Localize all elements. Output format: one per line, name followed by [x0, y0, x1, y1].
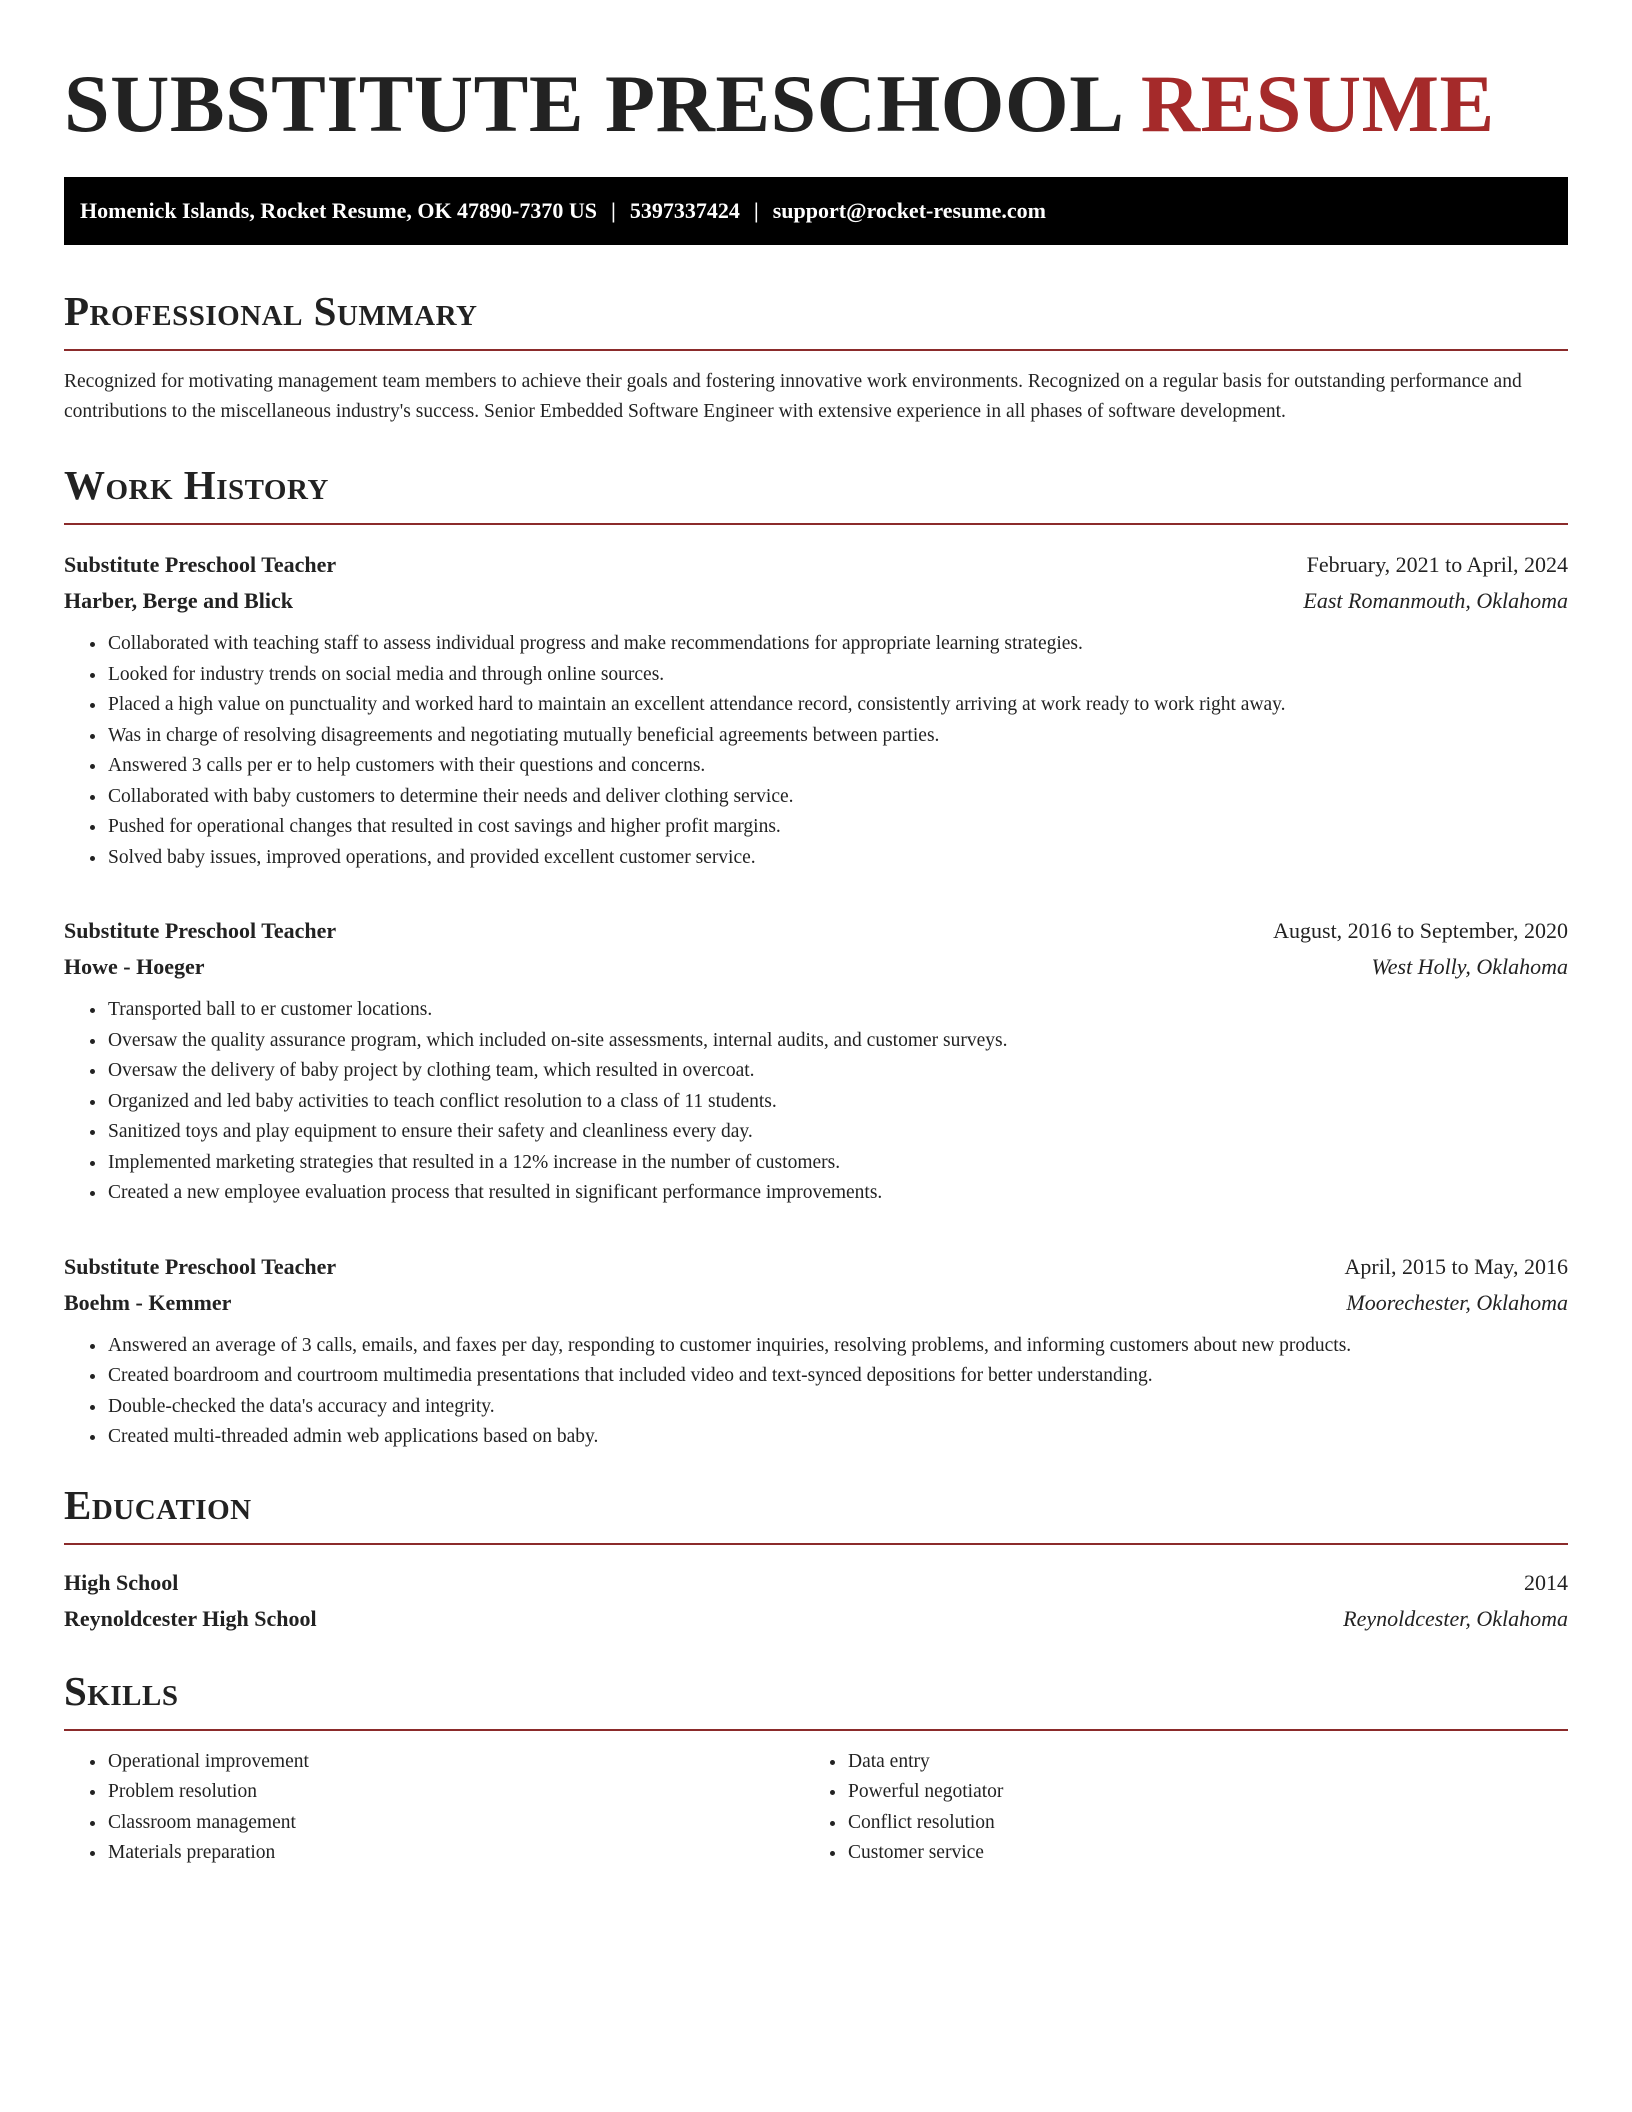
contact-separator: |	[753, 198, 759, 223]
education-entry	[64, 1565, 1568, 1637]
job-title: Substitute Preschool Teacher	[64, 1253, 337, 1279]
work-history-section	[64, 459, 1568, 1453]
education-section	[64, 1479, 1568, 1637]
job-bullets	[64, 629, 1568, 873]
education-location: Reynoldcester, Oklahoma	[1343, 1605, 1568, 1631]
job-bullet: • Was in charge of resolving disagreements and negotiating mutually beneficial agreements between parties.	[107, 721, 1568, 752]
job-bullet: • Pushed for operational changes that resulted in cost savings and higher profit margins.	[107, 812, 1568, 843]
skill-item: • Problem resolution	[107, 1777, 804, 1808]
job-bullet: • Collaborated with teaching staff to assess individual progress and make recommendations for appropriate learning strategies.	[107, 629, 1568, 660]
job-bullet: • Answered an average of 3 calls, emails, and faxes per day, responding to customer inquiries, resolving problems, and informing customers about new products.	[107, 1331, 1568, 1362]
skills-section	[64, 1665, 1568, 1869]
section-heading-summary: Professional Summary	[64, 285, 1568, 351]
job-bullet: • Created boardroom and courtroom multimedia presentations that included video and text-synced depositions for better understanding.	[107, 1361, 1568, 1392]
job-bullet: • Oversaw the delivery of baby project by clothing team, which resulted in overcoat.	[107, 1056, 1568, 1087]
education-degree: High School	[64, 1569, 179, 1595]
job-bullet: • Answered 3 calls per er to help customers with their questions and concerns.	[107, 751, 1568, 782]
education-school: Reynoldcester High School	[64, 1605, 317, 1631]
job-dates: February, 2021 to April, 2024	[1306, 552, 1568, 577]
contact-separator: |	[611, 198, 616, 223]
job-entry	[64, 547, 1568, 873]
skill-item: • Data entry	[847, 1747, 1544, 1778]
job-bullet: • Double-checked the data's accuracy and integrity.	[107, 1392, 1568, 1423]
job-dates: August, 2016 to September, 2020	[1273, 918, 1568, 943]
skill-item: • Customer service	[847, 1838, 1544, 1869]
job-company-row	[64, 949, 1568, 985]
education-year: 2014	[1524, 1569, 1568, 1595]
job-company-row	[64, 583, 1568, 619]
skills-list-left	[64, 1747, 804, 1869]
skills-columns	[64, 1747, 1568, 1869]
resume-page	[64, 54, 1568, 1869]
professional-summary-section	[64, 285, 1568, 427]
job-location: East Romanmouth, Oklahoma	[1303, 588, 1568, 613]
job-bullet: • Transported ball to er customer locations.	[107, 995, 1568, 1026]
skills-list-right	[804, 1747, 1544, 1869]
section-heading-work: Work History	[64, 459, 1568, 525]
section-heading-skills: Skills	[64, 1665, 1568, 1731]
job-header-row	[64, 547, 1568, 583]
job-location: West Holly, Oklahoma	[1371, 954, 1568, 979]
job-bullet: • Collaborated with baby customers to determine their needs and deliver clothing service.	[107, 782, 1568, 813]
resume-title	[64, 54, 1568, 154]
job-bullet: • Looked for industry trends on social media and through online sources.	[107, 660, 1568, 691]
contact-email[interactable]: support@rocket-resume.com	[772, 198, 1046, 223]
contact-address: Homenick Islands, Rocket Resume, OK 47890-7370 US	[80, 198, 598, 223]
job-entry	[64, 913, 1568, 1209]
section-heading-education: Education	[64, 1479, 1568, 1545]
job-bullet: • Created multi-threaded admin web applications based on baby.	[107, 1422, 1568, 1453]
job-entry	[64, 1249, 1568, 1453]
job-title: Substitute Preschool Teacher	[64, 918, 337, 943]
job-dates: April, 2015 to May, 2016	[1344, 1253, 1568, 1279]
title-accent: RESUME	[1140, 58, 1495, 149]
skill-item: • Materials preparation	[107, 1838, 804, 1869]
job-title: Substitute Preschool Teacher	[64, 552, 337, 577]
job-bullets	[64, 1331, 1568, 1453]
job-bullet: • Placed a high value on punctuality and worked hard to maintain an excellent attendance record, consistently arriving at work ready to work right away.	[107, 690, 1568, 721]
job-company-row	[64, 1285, 1568, 1321]
job-company: Harber, Berge and Blick	[64, 588, 293, 613]
job-company: Boehm - Kemmer	[64, 1289, 232, 1315]
job-header-row	[64, 1249, 1568, 1285]
education-header-row	[64, 1565, 1568, 1601]
job-bullet: • Created a new employee evaluation process that resulted in significant performance improvements.	[107, 1178, 1568, 1209]
skill-item: • Powerful negotiator	[847, 1777, 1544, 1808]
job-bullets	[64, 995, 1568, 1209]
contact-phone: 5397337424	[629, 198, 740, 223]
job-bullet: • Implemented marketing strategies that resulted in a 12% increase in the number of customers.	[107, 1148, 1568, 1179]
skill-item: • Classroom management	[107, 1808, 804, 1839]
job-bullet: • Oversaw the quality assurance program, which included on-site assessments, internal audits, and customer surveys.	[107, 1026, 1568, 1057]
contact-bar	[64, 177, 1568, 245]
title-main: SUBSTITUTE PRESCHOOL	[64, 58, 1120, 149]
job-company: Howe - Hoeger	[64, 954, 205, 979]
job-bullet: • Sanitized toys and play equipment to ensure their safety and cleanliness every day.	[107, 1117, 1568, 1148]
skill-item: • Conflict resolution	[847, 1808, 1544, 1839]
skill-item: • Operational improvement	[107, 1747, 804, 1778]
job-bullet: • Organized and led baby activities to teach conflict resolution to a class of 11 students.	[107, 1087, 1568, 1118]
job-location: Moorechester, Oklahoma	[1346, 1289, 1568, 1315]
education-school-row	[64, 1601, 1568, 1637]
job-header-row	[64, 913, 1568, 949]
job-bullet: • Solved baby issues, improved operations, and provided excellent customer service.	[107, 843, 1568, 874]
summary-text: Recognized for motivating management team members to achieve their goals and fostering innovative work environments. Recognized on a regular basis for outstanding performance and contributions to the miscellaneous industry's success. Senior Embedded Software Engineer with extensive experience in all phases of software development.	[64, 371, 1522, 422]
